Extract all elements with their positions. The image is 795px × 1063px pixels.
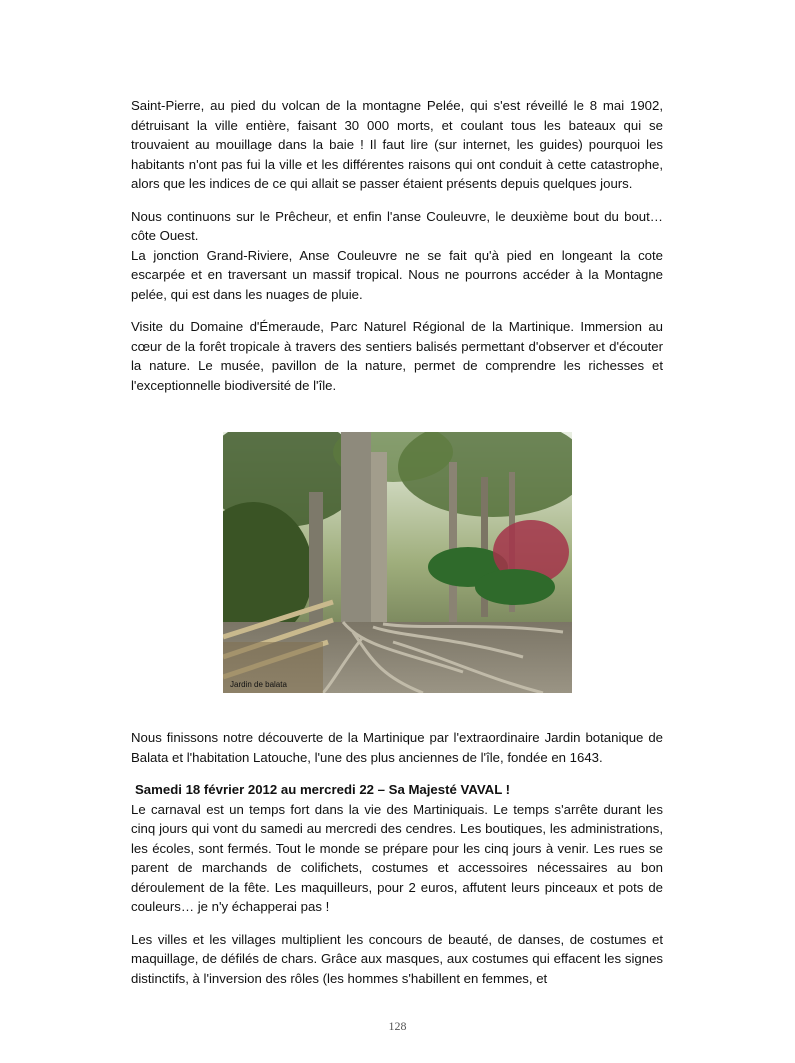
paragraph-villes-villages: Les villes et les villages multiplient les concours de beauté, de danses, de costumes et maquillage, de défilés de chars. Grâce aux masques, aux costumes qui effacent les signes distinctifs, à l'inversion des rôles (les hommes s'habillent en femmes, et	[131, 931, 663, 986]
paragraph-jonction: La jonction Grand-Riviere, Anse Couleuvre ne se fait qu'à pied en longeant la cote escarpée et en traversant un massif tropical. Nous ne pourrons accéder à la Montagne pelée, qui est dans les nuages de pluie.	[131, 247, 663, 302]
photo-caption: Jardin de balata	[230, 680, 287, 689]
paragraph-domaine-emeraude: Visite du Domaine d'Émeraude, Parc Naturel Régional de la Martinique. Immersion au cœur de la forêt tropicale à travers des sentiers balisés permettant d'observer et d'écouter la nature. Le musée, pavillon de la nature, permet de comprendre les richesses et l'exceptionnelle biodiversité de l'île.	[131, 319, 663, 393]
paragraph-precheur: Nous continuons sur le Prêcheur, et enfin l'anse Couleuvre, le deuxième bout du bout… côte Ouest.	[131, 208, 663, 243]
paragraph-carnaval: Le carnaval est un temps fort dans la vie des Martiniquais. Le temps s'arrête durant les cinq jours qui vont du samedi au mercredi des cendres. Les boutiques, les administrations, les écoles, sont fermés. Tout le monde se prépare pour les cinq jours à venir. Les rues se parent de marchands de colifichets, costumes et accessoires nécessaires au bon déroulement de la fête. Les maquilleurs, pour 2 euros, affutent leurs pinceaux et pots de couleurs… je n'y échapperai pas !	[131, 801, 663, 914]
photo-illustration	[223, 432, 572, 693]
jardin-balata-photo	[223, 432, 572, 693]
page-body-lower	[131, 728, 663, 988]
paragraph-saint-pierre: Saint-Pierre, au pied du volcan de la montagne Pelée, qui s'est réveillé le 8 mai 1902, détruisant la ville entière, faisant 30 000 morts, et coulant tous les bateaux qui se trouvaient au mouillage dans la baie ! Il faut lire (sur internet, les guides) pourquoi les habitants n'ont pas fui la ville et les différentes raisons qui ont conduit à cette catastrophe, alors que les indices de ce qui allait se passer étaient présents depuis quelques jours.	[131, 98, 663, 191]
page-body	[131, 96, 663, 395]
section-heading-vaval: Samedi 18 février 2012 au mercredi 22 – Sa Majesté VAVAL !	[135, 782, 511, 797]
paragraph-balata: Nous finissons notre découverte de la Martinique par l'extraordinaire Jardin botanique de Balata et l'habitation Latouche, l'une des plus anciennes de l'île, fondée en 1643.	[131, 730, 663, 765]
page-number: 128	[388, 1019, 407, 1033]
